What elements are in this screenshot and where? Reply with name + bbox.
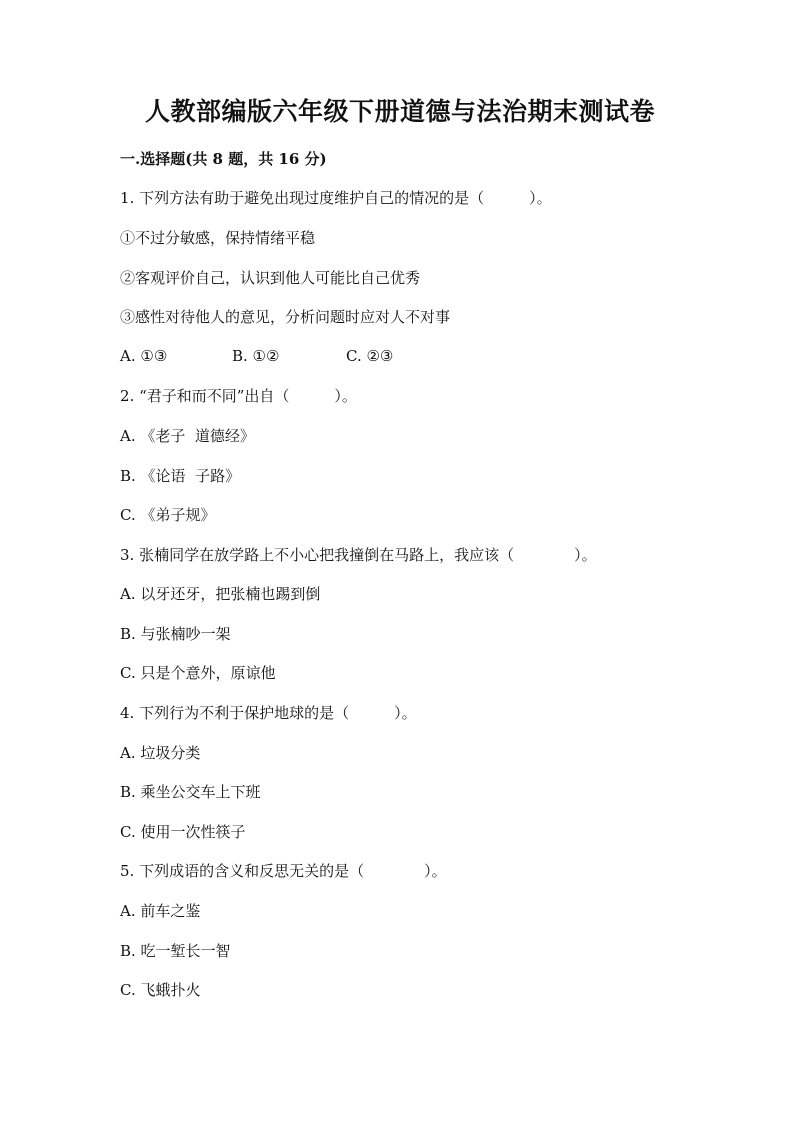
- section-heading: 一.选择题(共 8 题，共 16 分): [120, 150, 327, 168]
- question-3-option-b: B. 与张楠吵一架: [120, 625, 231, 643]
- question-4-stem: 4. 下列行为不利于保护地球的是（ ）。: [120, 704, 417, 722]
- question-5-stem: 5. 下列成语的含义和反思无关的是（ ）。: [120, 862, 447, 880]
- question-1-stem: 1. 下列方法有助于避免出现过度维护自己的情况的是（ ）。: [120, 189, 552, 207]
- question-3-option-c: C. 只是个意外，原谅他: [120, 664, 276, 682]
- question-4-option-c: C. 使用一次性筷子: [120, 823, 246, 841]
- question-3-stem: 3. 张楠同学在放学路上不小心把我撞倒在马路上，我应该（ ）。: [120, 546, 597, 564]
- question-4-option-a: A. 垃圾分类: [120, 744, 201, 762]
- question-2-stem: 2. “君子和而不同”出自（ ）。: [120, 387, 357, 405]
- question-1-option-a: A. ①③: [120, 347, 168, 365]
- question-5-option-c: C. 飞蛾扑火: [120, 981, 201, 999]
- question-1-statement-2: ②客观评价自己，认识到他人可能比自己优秀: [120, 269, 421, 287]
- question-2-option-c: C. 《弟子规》: [120, 506, 216, 524]
- question-1-statement-1: ①不过分敏感，保持情绪平稳: [120, 229, 316, 247]
- question-1-option-b: B. ①②: [232, 347, 280, 365]
- question-5-option-b: B. 吃一堑长一智: [120, 942, 231, 960]
- question-5-option-a: A. 前车之鉴: [120, 902, 201, 920]
- question-2-option-a: A. 《老子 道德经》: [120, 427, 255, 445]
- page-title: 人教部编版六年级下册道德与法治期末测试卷: [144, 97, 655, 126]
- question-4-option-b: B. 乘坐公交车上下班: [120, 783, 261, 801]
- question-1-statement-3: ③感性对待他人的意见，分析问题时应对人不对事: [120, 308, 451, 326]
- question-3-option-a: A. 以牙还牙，把张楠也踢到倒: [120, 585, 321, 603]
- question-2-option-b: B. 《论语 子路》: [120, 467, 241, 485]
- question-1-option-c: C. ②③: [346, 347, 394, 365]
